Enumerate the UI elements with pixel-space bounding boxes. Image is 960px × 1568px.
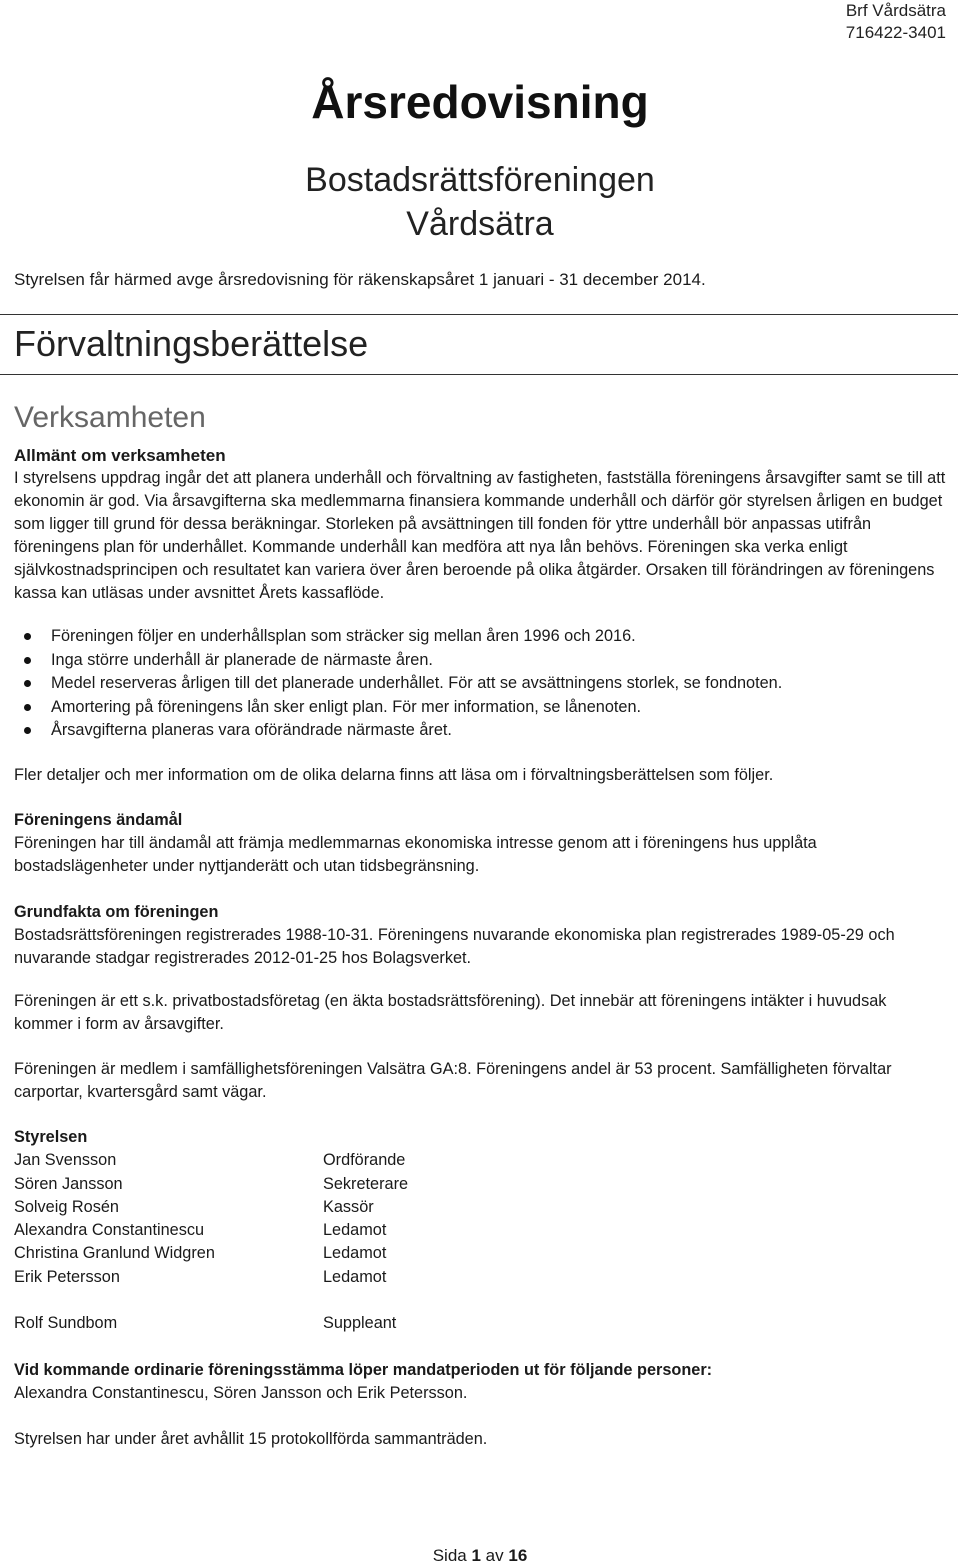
mandate-section [14, 1359, 949, 1405]
table-row: Alexandra Constantinescu Ledamot [14, 1221, 387, 1240]
list-item: Medel reserveras årligen till det planerade underhållet. För att se avsättningens storlek, se fondnoten. [14, 672, 949, 696]
footer-middle: av [485, 1546, 504, 1565]
subtitle-line-1: Bostadsrättsföreningen [305, 161, 655, 199]
facts-heading: Grundfakta om föreningen [14, 903, 219, 921]
list-item: Föreningen följer en underhållsplan som sträcker sig mellan åren 1996 och 2016. [14, 625, 949, 649]
bullet-icon [24, 657, 31, 664]
general-section [14, 444, 949, 605]
facts-paragraph-2: Föreningen är ett s.k. privatbostadsföretag (en äkta bostadsrättsförening). Det innebär att föreningens intäkter i huvudsak kommer i form av årsavgifter. [14, 992, 887, 1033]
mandate-text: Alexandra Constantinescu, Sören Jansson och Erik Petersson. [14, 1384, 468, 1402]
details-text: Fler detaljer och mer information om de olika delarna finns att läsa om i förvaltningsberättelsen som följer. [14, 766, 774, 784]
table-row: Sören Jansson Sekreterare [14, 1174, 409, 1193]
org-name: Brf Vårdsätra [845, 1, 946, 20]
purpose-heading: Föreningens ändamål [14, 811, 183, 829]
org-number: 716422-3401 [845, 23, 946, 42]
list-item: Amortering på föreningens lån sker enligt plan. För mer information, se lånenoten. [14, 696, 949, 720]
section-rule-bottom [0, 374, 958, 375]
bullet-icon [24, 704, 31, 711]
header-corner [846, 0, 946, 44]
bullet-list [14, 625, 949, 743]
subsection-title: Verksamheten [14, 401, 206, 434]
meetings-text: Styrelsen har under året avhållit 15 protokollförda sammanträden. [14, 1430, 488, 1448]
facts-paragraph-1: Bostadsrättsföreningen registrerades 1988-10-31. Föreningens nuvarande ekonomiska plan registrerades 1989-05-29 och nuvarande stadgar registrerades 2012-01-25 hos Bolagsverket. [14, 926, 895, 967]
mandate-heading: Vid kommande ordinarie föreningsstämma löper mandatperioden ut för följande personer: [14, 1361, 713, 1379]
table-row: Solveig Rosén Kassör [14, 1197, 374, 1216]
page-footer [0, 1544, 960, 1568]
section-rule-top [0, 314, 958, 315]
table-row: Erik Petersson Ledamot [14, 1267, 387, 1286]
facts-section [14, 901, 949, 970]
list-item: Årsavgifterna planeras vara oförändrade närmaste året. [14, 719, 949, 743]
document-title: Årsredovisning [311, 76, 649, 128]
footer-prefix: Sida [432, 1546, 467, 1565]
board-heading: Styrelsen [14, 1128, 88, 1146]
document-subtitle [0, 158, 960, 246]
list-item: Inga större underhåll är planerade de närmaste åren. [14, 649, 949, 673]
board-section [14, 1126, 408, 1336]
table-row-deputy: Rolf Sundbom Suppleant [14, 1314, 397, 1333]
table-row: Jan Svensson Ordförande [14, 1151, 406, 1170]
bullet-icon [24, 727, 31, 734]
general-heading: Allmänt om verksamheten [14, 446, 226, 465]
facts-paragraph-3: Föreningen är medlem i samfällighetsföreningen Valsätra GA:8. Föreningens andel är 53 procent. Samfälligheten förvaltar carportar, kvartersgård samt vägar. [14, 1060, 892, 1101]
page-number: 1 [471, 1546, 481, 1565]
bullet-icon [24, 680, 31, 687]
page-total: 16 [508, 1546, 528, 1565]
section-title: Förvaltningsberättelse [14, 323, 369, 364]
general-text: I styrelsens uppdrag ingår det att planera underhåll och förvaltning av fastigheten, fastställa föreningens årsavgifter samt se till att ekonomin är god. Via årsavgifterna ska medlemmarna finansiera kommande underhåll och därför gör styrelsen årligen en budget som ligger till grund för dessa beräkningar. Storleken på avsättningen till fonden för yttre underhåll bör anpassas utifrån föreningens plan för underhållet. Kommande underhåll kan medföra att nya lån behövs. Föreningen ska verka enligt självkostnadsprincipen och resultatet kan variera över åren beroende på olika åtgärder. Orsaken till förändringen av föreningens kassa kan utläsas under avsnittet Årets kassaflöde. [14, 469, 946, 602]
table-row: Christina Granlund Widgren Ledamot [14, 1244, 387, 1263]
bullet-icon [24, 633, 31, 640]
intro-text: Styrelsen får härmed avge årsredovisning för räkenskapsåret 1 januari - 31 december 2014. [14, 270, 706, 289]
purpose-section [14, 809, 949, 878]
subtitle-line-2: Vårdsätra [406, 205, 554, 243]
purpose-text: Föreningen har till ändamål att främja medlemmarnas ekonomiska intresse genom att i föreningens hus upplåta bostadslägenheter under nyttjanderätt och utan tidsbegränsning. [14, 834, 817, 875]
